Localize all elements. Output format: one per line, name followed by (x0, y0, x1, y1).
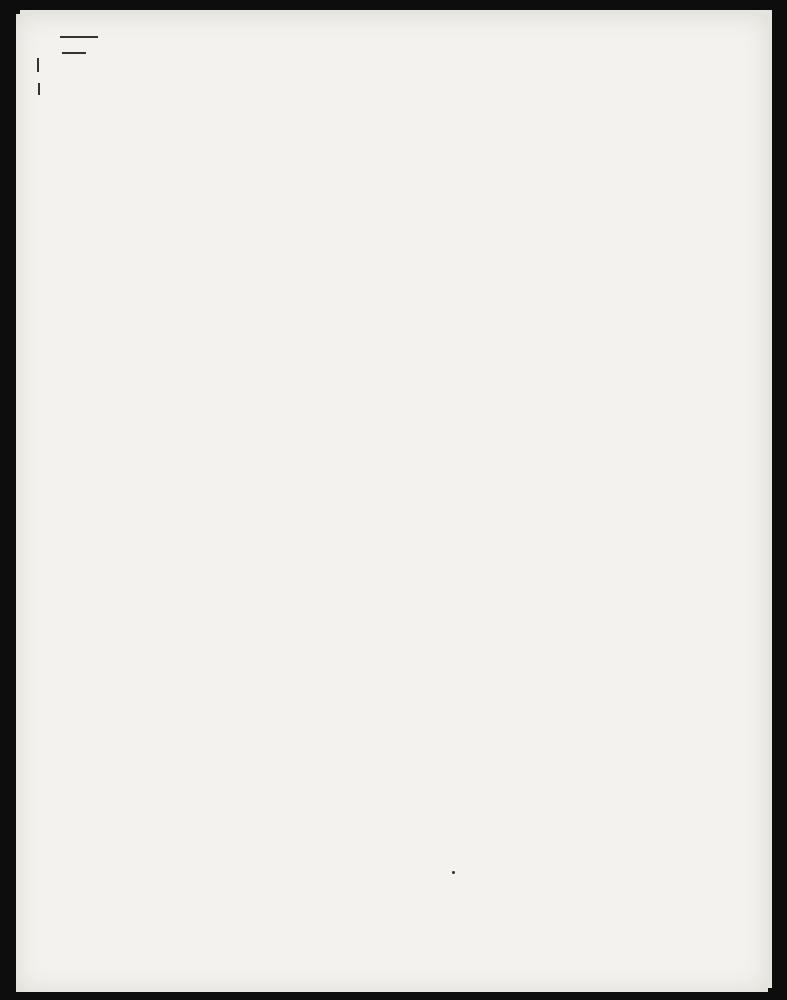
pen-mark (60, 36, 98, 38)
letter-page (16, 14, 768, 992)
pen-mark (62, 52, 86, 54)
pen-mark (37, 58, 39, 72)
pen-mark (38, 83, 40, 95)
page-speck (452, 871, 455, 874)
